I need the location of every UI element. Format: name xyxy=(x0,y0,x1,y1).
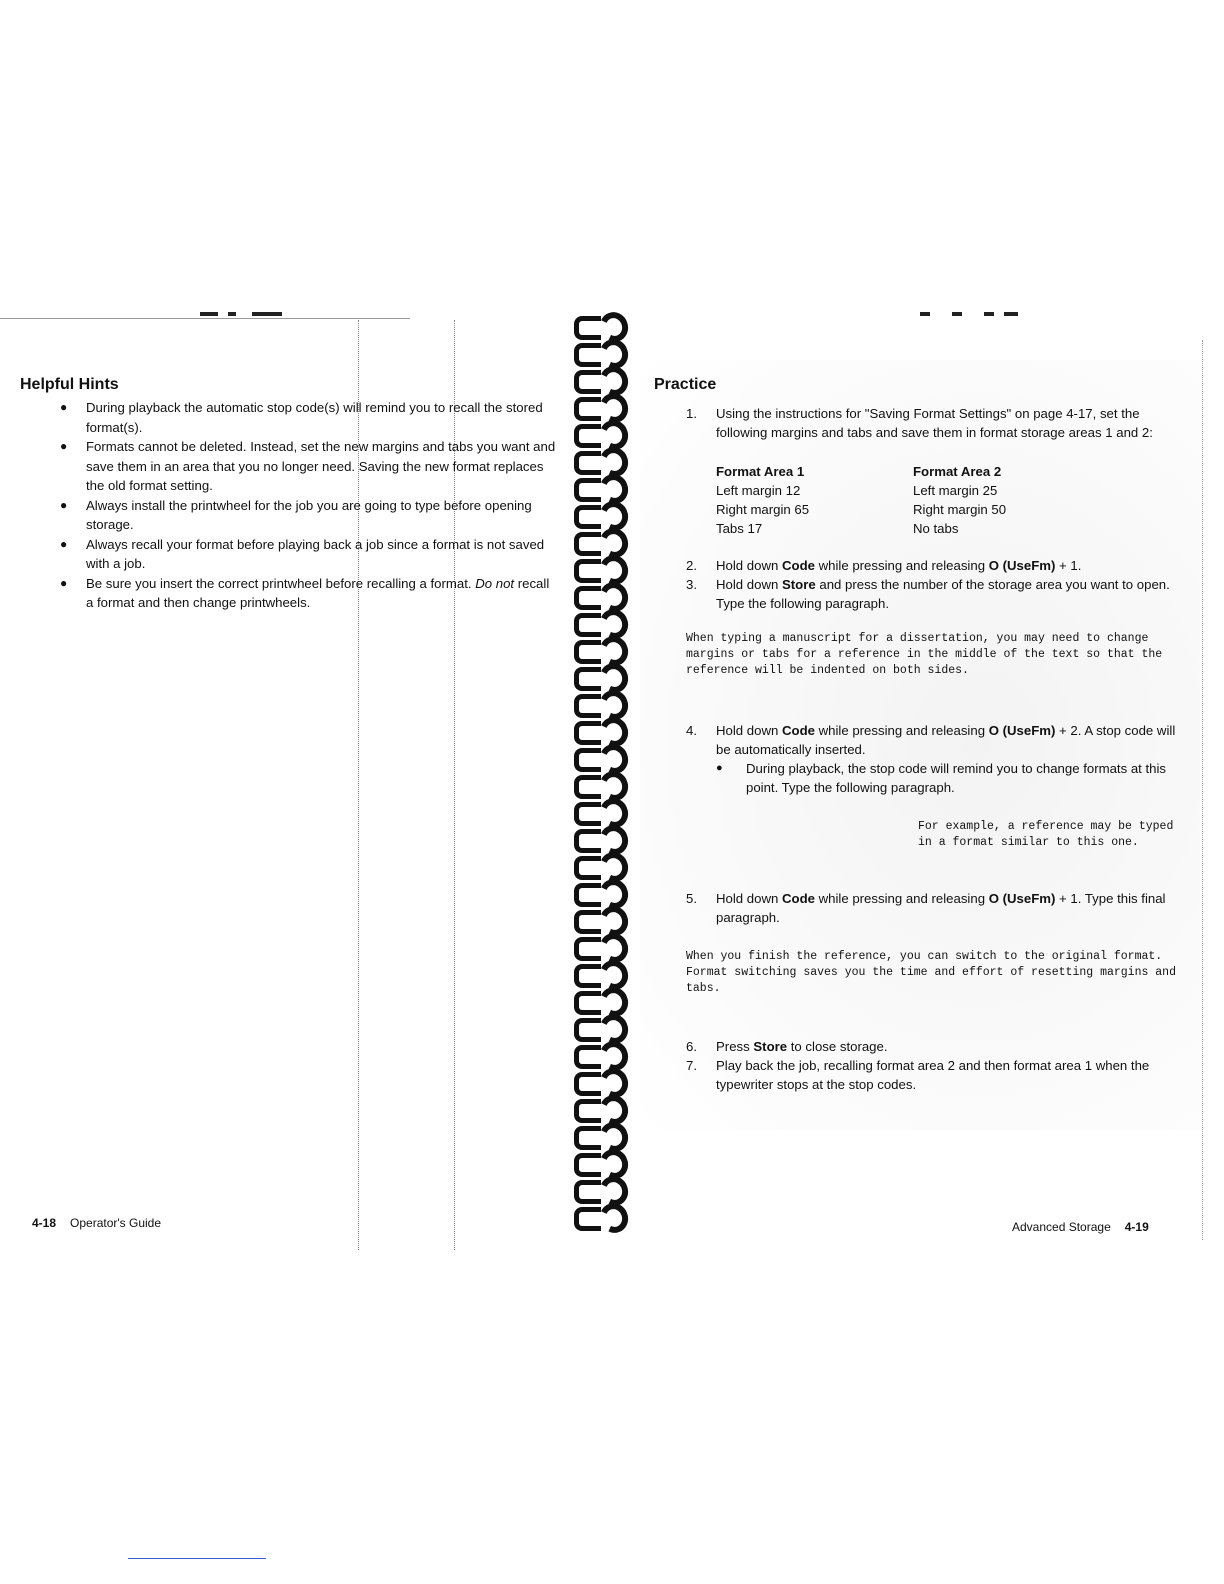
spiral-coil xyxy=(574,744,634,766)
coil-hook xyxy=(574,316,601,340)
coil-hook xyxy=(574,532,601,556)
bullet-icon: ● xyxy=(60,536,68,551)
running-title: Advanced Storage xyxy=(1012,1220,1111,1234)
hint-item xyxy=(60,574,560,613)
bullet-icon: ● xyxy=(60,497,68,512)
bullet-icon: ● xyxy=(60,400,68,414)
spiral-coil xyxy=(574,1014,634,1036)
coil-hook xyxy=(574,397,601,421)
step-text: Play back the job, recalling format area 2 and then format area 1 when the typewriter stops at the stop codes. xyxy=(716,1058,1150,1092)
table-cell: Tabs 17 xyxy=(716,521,763,536)
spiral-coil xyxy=(574,798,634,820)
step-text: and press the number of the storage area you want to open. Type the following paragraph. xyxy=(716,577,1170,611)
step-text: Hold down xyxy=(716,577,782,592)
bullet-text: During playback, the stop code will remind you to change formats at this point. Type the following paragraph. xyxy=(746,761,1167,795)
table-cell: Right margin 50 xyxy=(913,502,1007,517)
coil-hook xyxy=(574,1180,601,1204)
bullet-icon: ● xyxy=(60,439,68,453)
table-cell: No tabs xyxy=(913,521,959,536)
step-text: + 2. A stop code will be automatically inserted. xyxy=(716,723,1176,757)
key-name: Code xyxy=(781,558,815,573)
spiral-coil xyxy=(574,1176,634,1198)
spiral-coil xyxy=(574,501,634,523)
hint-text: Always install the printwheel for the job you are going to type before opening storage. xyxy=(86,497,532,532)
coil-ring xyxy=(596,1199,633,1237)
step-7 xyxy=(686,1056,1186,1094)
spiral-coil xyxy=(574,636,634,658)
key-name: O (UseFm) xyxy=(988,558,1056,573)
scan-mark xyxy=(252,312,282,316)
step-4 xyxy=(686,721,1186,797)
coil-hook xyxy=(574,883,601,907)
hint-text: During playback the automatic stop code(s) will remind you to recall the stored format(s). xyxy=(86,400,543,435)
hint-text: Formats cannot be deleted. Instead, set the new margins and tabs you want and save them in an area that you no longer need. Saving the new format replaces the old format setting. xyxy=(86,439,556,493)
hint-item xyxy=(60,535,560,574)
spiral-coil xyxy=(574,528,634,550)
spiral-coil xyxy=(574,771,634,793)
table-cell: Left margin 12 xyxy=(716,483,801,498)
coil-hook xyxy=(574,586,601,610)
coil-hook xyxy=(574,613,601,637)
hint-item xyxy=(60,398,560,437)
key-name: O (UseFm) xyxy=(988,723,1056,738)
spiral-coil xyxy=(574,1068,634,1090)
key-name: O (UseFm) xyxy=(988,891,1056,906)
step-5 xyxy=(686,889,1186,927)
hint-text: recall a format and then change printwheels. xyxy=(86,575,550,610)
step-2 xyxy=(686,556,1186,575)
bottom-rule xyxy=(128,1558,266,1559)
hints-list xyxy=(60,398,560,613)
step-6 xyxy=(686,1037,1186,1056)
spiral-coil xyxy=(574,1122,634,1144)
table-cell: Left margin 25 xyxy=(913,483,998,498)
coil-hook xyxy=(574,856,601,880)
coil-hook xyxy=(574,1153,601,1177)
spiral-coil xyxy=(574,474,634,496)
step-text: while pressing and releasing xyxy=(814,558,989,573)
coil-hook xyxy=(574,802,601,826)
spiral-coil xyxy=(574,825,634,847)
spiral-coil xyxy=(574,1203,634,1225)
scan-mark xyxy=(1004,312,1018,316)
spiral-coil xyxy=(574,393,634,415)
key-name: Store xyxy=(781,577,816,592)
coil-hook xyxy=(574,964,601,988)
step-text: + 1. xyxy=(1055,558,1082,573)
coil-hook xyxy=(574,559,601,583)
coil-hook xyxy=(574,478,601,502)
scan-mark xyxy=(952,312,962,316)
step-number: 2. xyxy=(686,558,697,573)
coil-hook xyxy=(574,424,601,448)
spiral-coil xyxy=(574,582,634,604)
key-name: Code xyxy=(781,891,815,906)
spiral-coil xyxy=(574,555,634,577)
scan-mark xyxy=(228,312,236,316)
coil-hook xyxy=(574,829,601,853)
coil-hook xyxy=(574,1099,601,1123)
spiral-coil xyxy=(574,663,634,685)
scan-top-rule xyxy=(0,318,410,319)
hint-emphasis: Do not xyxy=(475,575,515,591)
coil-hook xyxy=(574,1045,601,1069)
coil-hook xyxy=(574,1126,601,1150)
step-3 xyxy=(686,575,1186,613)
step-4-bullet xyxy=(716,759,1186,797)
spiral-coil xyxy=(574,339,634,361)
page-number: 4-19 xyxy=(1124,1220,1149,1234)
format-area-1-heading: Format Area 1 xyxy=(716,464,805,479)
coil-hook xyxy=(574,937,601,961)
spiral-coil xyxy=(574,987,634,1009)
spiral-coil xyxy=(574,609,634,631)
page-number: 4-18 xyxy=(32,1216,57,1230)
sample-paragraph-2: For example, a reference may be typed in a format similar to this one. xyxy=(918,820,1174,849)
table-cell: Right margin 65 xyxy=(716,502,810,517)
step-text: Press xyxy=(716,1039,754,1054)
key-name: Code xyxy=(781,723,815,738)
coil-hook xyxy=(574,505,601,529)
spiral-coil xyxy=(574,1149,634,1171)
spiral-coil xyxy=(574,312,634,334)
scan-mark xyxy=(200,312,218,316)
step-text: Using the instructions for "Saving Format Settings" on page 4-17, set the following margins and tabs and save them in format storage areas 1 and 2: xyxy=(716,406,1153,440)
coil-hook xyxy=(574,667,601,691)
coil-hook xyxy=(574,694,601,718)
helpful-hints-title: Helpful Hints xyxy=(20,376,119,393)
step-number: 3. xyxy=(686,577,697,592)
step-number: 7. xyxy=(686,1058,697,1073)
coil-hook xyxy=(574,1018,601,1042)
spiral-coil xyxy=(574,690,634,712)
spiral-coil xyxy=(574,960,634,982)
coil-hook xyxy=(574,1072,601,1096)
page-edge xyxy=(1202,340,1203,1240)
spiral-binding xyxy=(574,312,644,1242)
step-text: Hold down xyxy=(716,723,782,738)
step-text: to close storage. xyxy=(787,1039,888,1054)
step-text: + 1. Type this final paragraph. xyxy=(716,891,1166,925)
coil-hook xyxy=(574,721,601,745)
spiral-coil xyxy=(574,1041,634,1063)
spiral-coil xyxy=(574,447,634,469)
scan-mark xyxy=(984,312,994,316)
scan-mark xyxy=(920,312,930,316)
step-number: 4. xyxy=(686,723,697,738)
spiral-coil xyxy=(574,879,634,901)
right-footer xyxy=(1012,1220,1149,1234)
hint-text: Be sure you insert the correct printwheel before recalling a format. xyxy=(86,575,476,591)
practice-title: Practice xyxy=(654,376,717,393)
step-1 xyxy=(686,404,1186,442)
sample-paragraph-3: When you finish the reference, you can switch to the original format. Format switching saves you the time and effort of resetting margins and tabs. xyxy=(686,950,1176,995)
spiral-coil xyxy=(574,717,634,739)
step-number: 1. xyxy=(686,406,697,421)
spiral-coil xyxy=(574,366,634,388)
running-title: Operator's Guide xyxy=(70,1216,162,1230)
bullet-icon: ● xyxy=(60,575,68,590)
step-text: Hold down xyxy=(716,558,782,573)
hint-item xyxy=(60,437,560,496)
spiral-coil xyxy=(574,852,634,874)
spiral-coil xyxy=(574,906,634,928)
step-number: 6. xyxy=(686,1039,697,1054)
hint-text: Always recall your format before playing back a job since a format is not saved with a job. xyxy=(86,536,545,571)
sample-paragraph-1: When typing a manuscript for a dissertation, you may need to change margins or tabs for a reference in the middle of the text so that the reference will be indented on both sides. xyxy=(686,632,1163,677)
spiral-coil xyxy=(574,1095,634,1117)
hint-item xyxy=(60,496,560,535)
key-name: Store xyxy=(753,1039,788,1054)
coil-hook xyxy=(574,748,601,772)
step-text: while pressing and releasing xyxy=(814,891,989,906)
coil-hook xyxy=(574,910,601,934)
format-table xyxy=(716,462,1186,538)
step-text: while pressing and releasing xyxy=(814,723,989,738)
coil-hook xyxy=(574,1207,601,1231)
step-text: Hold down xyxy=(716,891,782,906)
format-area-2-heading: Format Area 2 xyxy=(913,464,1002,479)
coil-hook xyxy=(574,775,601,799)
bullet-icon: ● xyxy=(716,762,723,774)
coil-hook xyxy=(574,991,601,1015)
left-footer xyxy=(32,1216,161,1230)
coil-hook xyxy=(574,343,601,367)
coil-hook xyxy=(574,370,601,394)
coil-hook xyxy=(574,640,601,664)
practice-steps xyxy=(686,404,1186,1094)
spiral-coil xyxy=(574,420,634,442)
step-number: 5. xyxy=(686,891,697,906)
coil-hook xyxy=(574,451,601,475)
spiral-coil xyxy=(574,933,634,955)
